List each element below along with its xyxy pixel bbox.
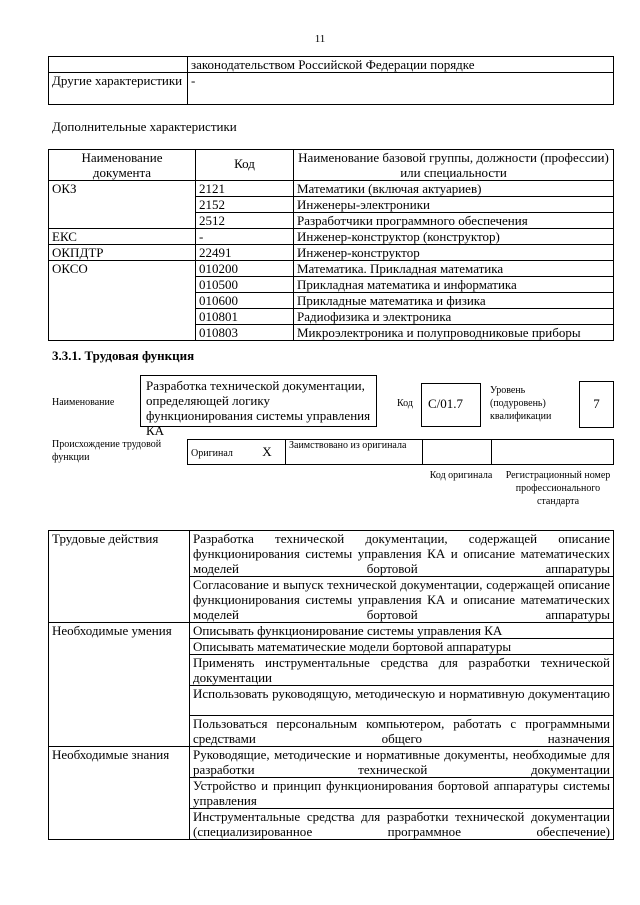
top-table	[48, 56, 614, 105]
group-name-cell: Математика. Прикладная математика	[294, 261, 614, 277]
table-row	[49, 623, 614, 639]
group-name-cell: Инженер-конструктор	[294, 245, 614, 261]
details-table	[48, 530, 614, 840]
code-cell: 010200	[196, 261, 294, 277]
table-row	[49, 261, 614, 277]
table-row	[49, 229, 614, 245]
code-cell: 010801	[196, 309, 294, 325]
header-doc: Наименование документа	[49, 150, 196, 181]
doc-eks: ЕКС	[49, 229, 196, 245]
group-name-cell: Разработчики программного обеспечения	[294, 213, 614, 229]
original-mark: X	[249, 440, 286, 465]
doc-okpdtr: ОКПДТР	[49, 245, 196, 261]
code-cell: 2121	[196, 181, 294, 197]
origin-code-cell	[423, 440, 492, 465]
code-cell: -	[196, 229, 294, 245]
page-number: 11	[314, 33, 326, 45]
function-code-label: Код	[397, 398, 413, 409]
label-labor-actions: Трудовые действия	[49, 531, 190, 623]
group-name-cell: Инженеры-электроники	[294, 197, 614, 213]
detail-item: Устройство и принцип функционирования бортовой аппаратуры системы управления	[190, 778, 614, 809]
group-name-cell: Радиофизика и электроника	[294, 309, 614, 325]
extra-table	[48, 149, 614, 341]
label-skills: Необходимые умения	[49, 623, 190, 747]
detail-item: Применять инструментальные средства для разработки технической документации	[190, 655, 614, 686]
borrowed-label: Заимствовано из оригинала	[286, 440, 423, 465]
detail-item: Руководящие, методические и нормативные документы, необходимые для разработки технической документации	[190, 747, 614, 778]
detail-item: Пользоваться персональным компьютером, работать с программными средствами общего назначения	[190, 716, 614, 747]
detail-item	[190, 531, 614, 577]
other-characteristics-label: Другие характеристики	[49, 73, 188, 105]
detail-item: Описывать функционирование системы управления КА	[190, 623, 614, 639]
code-cell: 010600	[196, 293, 294, 309]
doc-okz: ОКЗ	[49, 181, 196, 229]
origin-table	[187, 439, 614, 465]
function-level-value: 7	[579, 381, 614, 428]
code-cell: 22491	[196, 245, 294, 261]
origin-reg-cell	[492, 440, 614, 465]
function-code-value: С/01.7	[421, 383, 481, 427]
detail-item: Инструментальные средства для разработки технической документации (специализированное программное обеспечение)	[190, 809, 614, 840]
label-knowledge: Необходимые знания	[49, 747, 190, 840]
section-title: 3.3.1. Трудовая функция	[52, 348, 195, 363]
origin-label: Происхождение трудовой функции	[52, 439, 162, 463]
extra-table-header	[49, 150, 614, 181]
detail-item: Описывать математические модели бортовой аппаратуры	[190, 639, 614, 655]
table-row	[49, 245, 614, 261]
other-characteristics-value: -	[188, 73, 614, 105]
table-row	[49, 531, 614, 577]
function-level-label: Уровень (подуровень) квалификации	[490, 385, 552, 422]
origin-code-caption: Код оригинала	[429, 470, 493, 481]
table-row	[49, 181, 614, 197]
group-name-cell: Математики (включая актуариев)	[294, 181, 614, 197]
top-cont-text: законодательством Российской Федерации порядке	[188, 57, 614, 73]
group-name-cell: Прикладная математика и информатика	[294, 277, 614, 293]
origin-reg-caption: Регистрационный номер профессионального стандарта	[505, 470, 611, 507]
code-cell: 2152	[196, 197, 294, 213]
header-group: Наименование базовой группы, должности (профессии) или специальности	[294, 150, 614, 181]
original-label: Оригинал	[188, 440, 250, 465]
extra-heading: Дополнительные характеристики	[52, 119, 237, 134]
top-cont-empty	[49, 57, 188, 73]
group-name-cell: Микроэлектроника и полупроводниковые приборы	[294, 325, 614, 341]
detail-item	[190, 577, 614, 623]
code-cell: 2512	[196, 213, 294, 229]
function-name-label: Наименование	[52, 397, 115, 408]
function-name-box: Разработка технической документации, определяющей логику функционирования системы управления КА	[140, 375, 377, 427]
header-code: Код	[196, 150, 294, 181]
code-cell: 010500	[196, 277, 294, 293]
group-name-cell: Инженер-конструктор (конструктор)	[294, 229, 614, 245]
code-cell: 010803	[196, 325, 294, 341]
detail-text: Согласование и выпуск технической документации, содержащей описание функционирования системы управления КА и описание математических моделей бортовой аппаратуры	[193, 577, 610, 622]
detail-item: Использовать руководящую, методическую и нормативную документацию	[190, 686, 614, 716]
group-name-cell: Прикладные математика и физика	[294, 293, 614, 309]
detail-text: Разработка технической документации, содержащей описание функционирования системы управления КА и описание математических моделей бортовой аппаратуры	[193, 531, 610, 576]
doc-okso: ОКСО	[49, 261, 196, 341]
table-row	[49, 747, 614, 778]
